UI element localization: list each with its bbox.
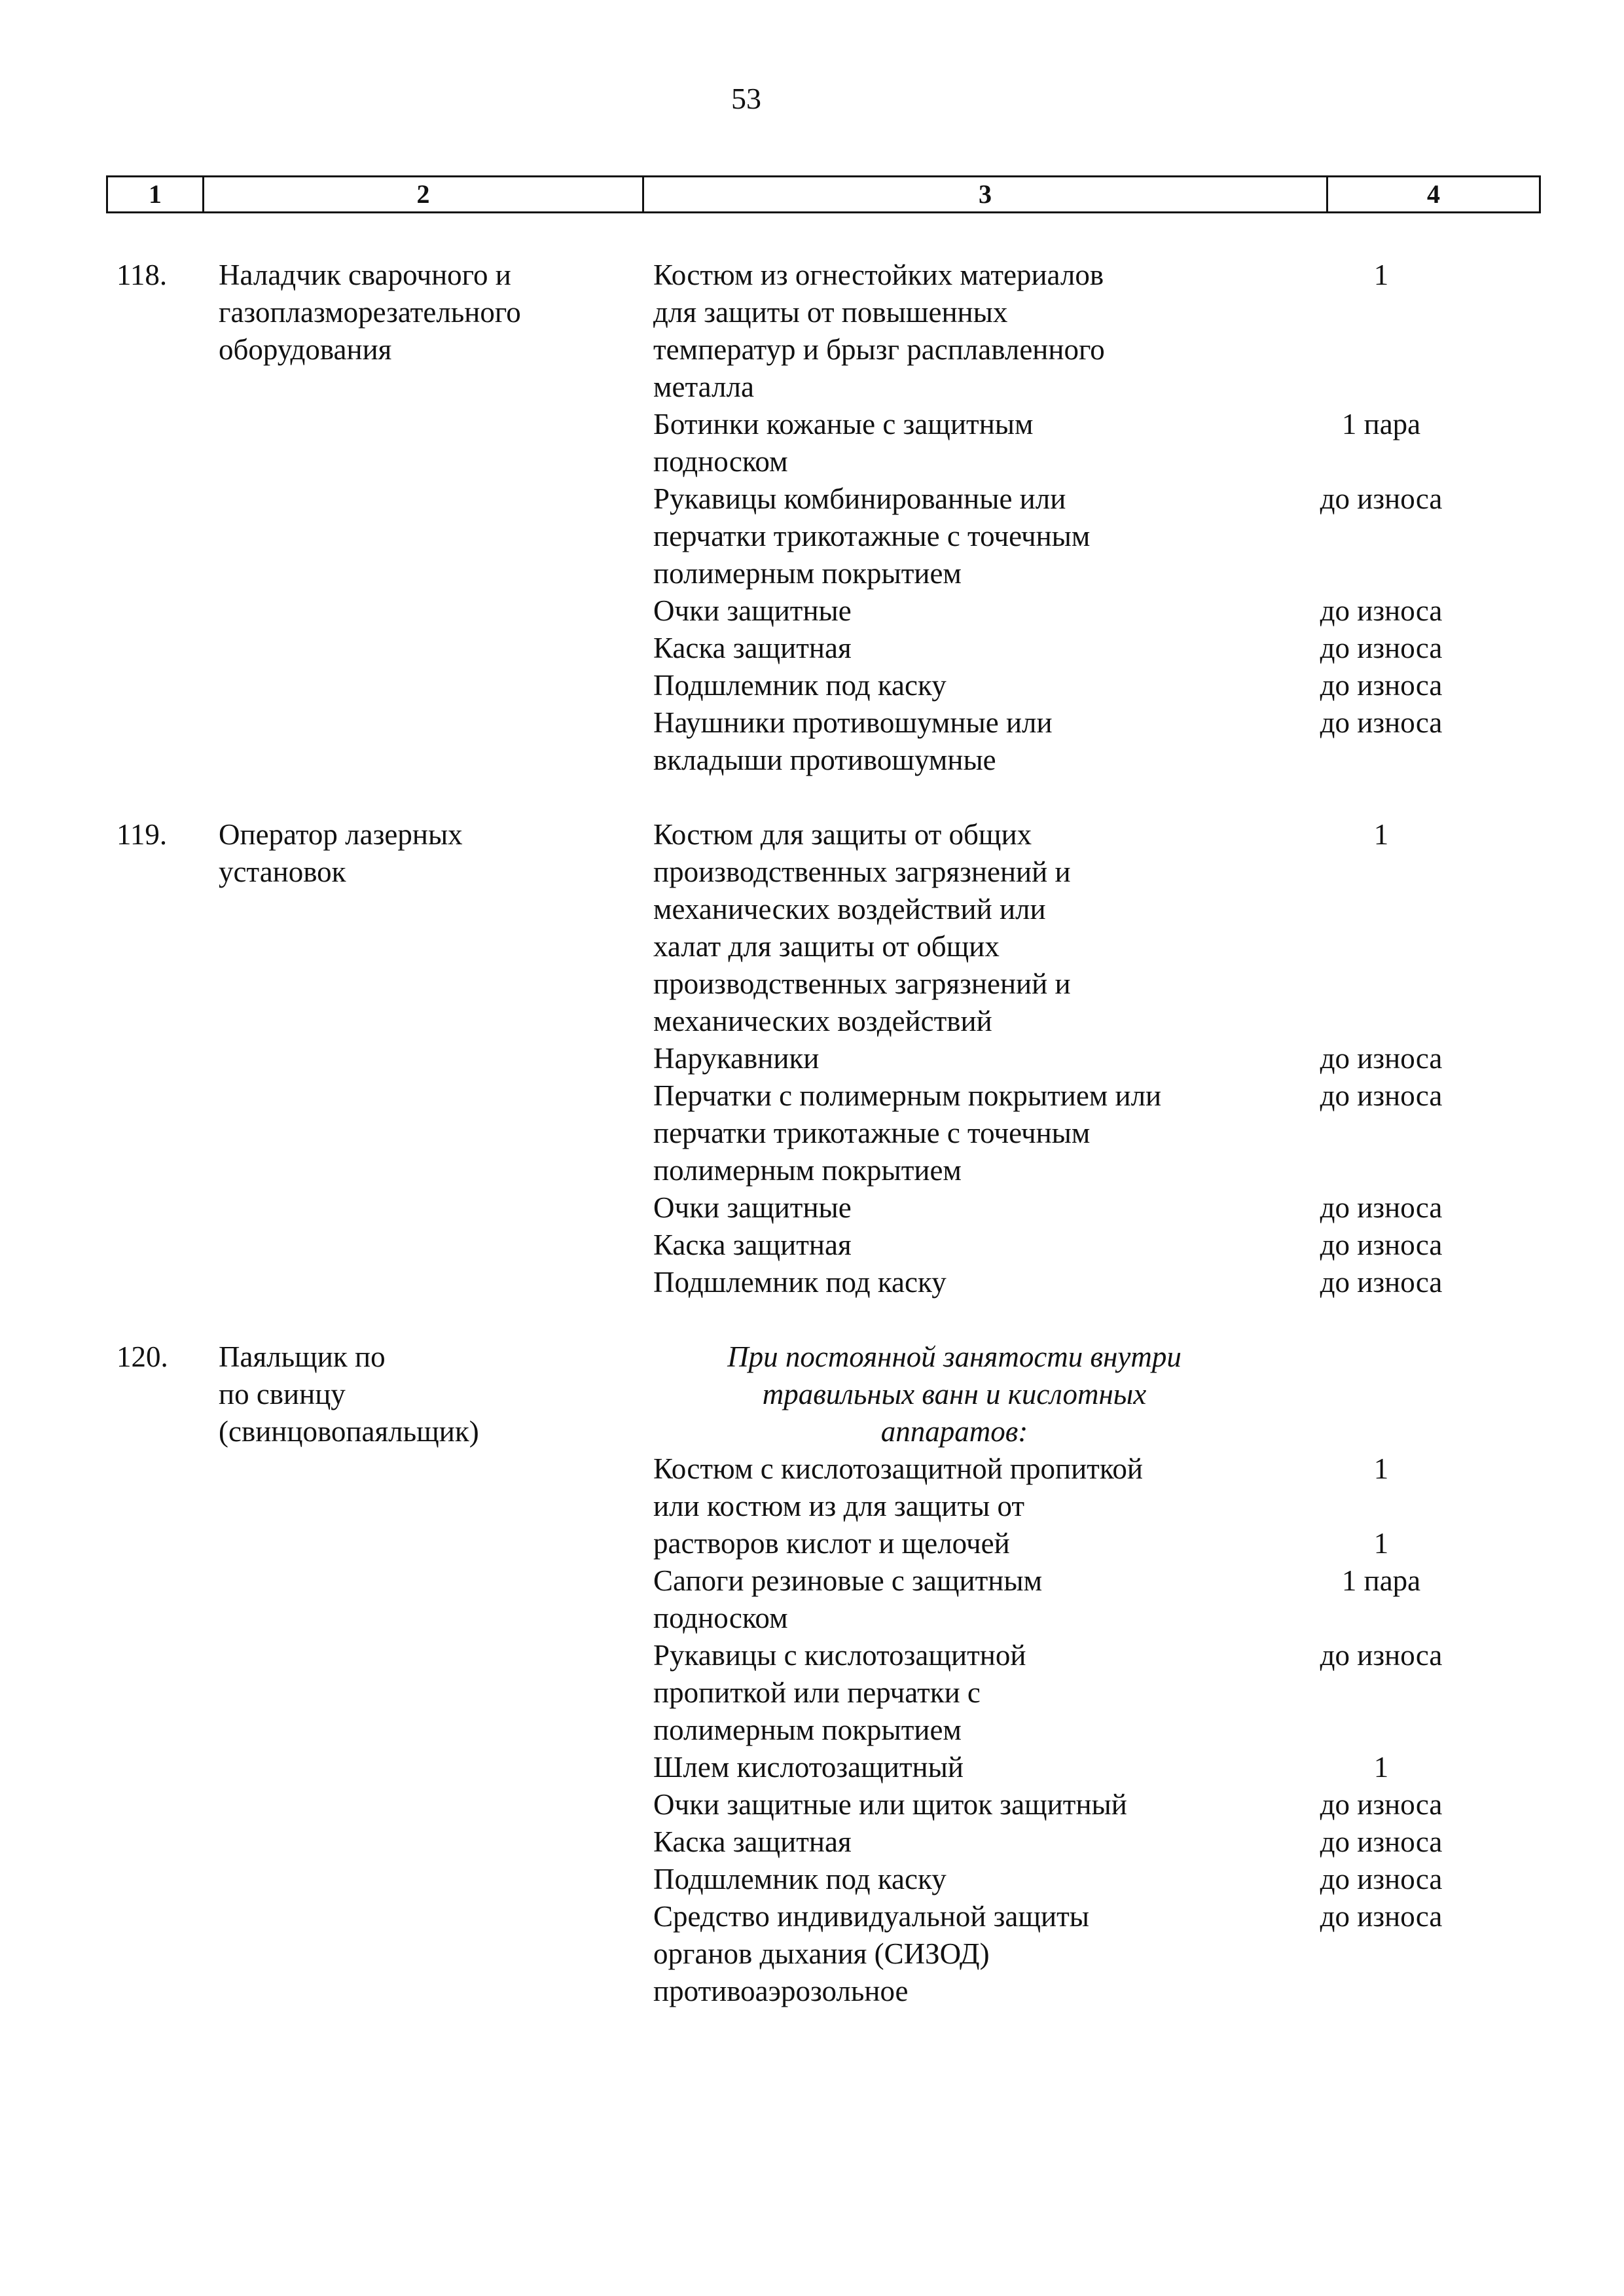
ppe-item-name [653, 480, 1255, 592]
quantity-line: до износа [1320, 1042, 1443, 1075]
ppe-item-quantity [1255, 592, 1507, 630]
occupation-line: газоплазморезательного [219, 296, 521, 329]
ppe-item-line: Рукавицы с кислотозащитной [653, 1639, 1026, 1672]
quantity-line: 1 пара [1341, 1564, 1421, 1597]
ppe-item-line: Каска защитная [653, 1825, 852, 1858]
ppe-item-name [653, 704, 1255, 779]
quantity-line: до износа [1320, 1639, 1443, 1672]
ppe-item-line: Костюм для защиты от общих [653, 818, 1032, 851]
ppe-item-quantity [1255, 1861, 1507, 1898]
ppe-item-quantity [1255, 406, 1507, 480]
ppe-item-quantity [1255, 667, 1507, 704]
ppe-item-line: механических воздействий [653, 1005, 992, 1037]
ppe-item-line: перчатки трикотажные с точечным [653, 520, 1091, 552]
list-item [653, 1264, 1557, 1301]
ppe-item-line: вкладыши противошумные [653, 744, 996, 776]
ppe-item-line: температур и брызг расплавленного [653, 333, 1105, 366]
list-item [653, 1861, 1557, 1898]
list-item [653, 1450, 1557, 1562]
ppe-item-line: Рукавицы комбинированные или [653, 482, 1066, 515]
quantity-line: 1 [1373, 1751, 1389, 1784]
list-item [653, 1227, 1557, 1264]
ppe-item-line: Шлем кислотозащитный [653, 1751, 964, 1784]
quantity-line: до износа [1320, 1079, 1443, 1112]
occupation-line: Оператор лазерных [219, 818, 463, 851]
table-row [0, 257, 1624, 779]
quantity-line: до износа [1320, 706, 1443, 739]
ppe-item-line: Перчатки с полимерным покрытием или [653, 1079, 1162, 1112]
ppe-item-quantity [1255, 1898, 1507, 2010]
header-col-2: 2 [204, 177, 644, 211]
ppe-item-line: механических воздействий или [653, 893, 1046, 925]
ppe-item-line: полимерным покрытием [653, 557, 962, 590]
occupation-line: Наладчик сварочного и [219, 259, 511, 291]
ppe-item-name [653, 1637, 1255, 1749]
quantity-line: до износа [1320, 632, 1443, 664]
occupation-name [219, 816, 638, 891]
ppe-item-line: органов дыхания (СИЗОД) [653, 1937, 990, 1970]
list-item [653, 1040, 1557, 1077]
list-item [653, 1077, 1557, 1189]
ppe-item-quantity [1255, 257, 1507, 406]
ppe-item-name [653, 406, 1255, 480]
list-item [653, 1189, 1557, 1227]
ppe-item-line: Нарукавники [653, 1042, 820, 1075]
quantity-line: до износа [1320, 1191, 1443, 1224]
quantity-line: 1 [1373, 1452, 1389, 1485]
ppe-item-quantity [1255, 1749, 1507, 1786]
ppe-item-quantity [1255, 1450, 1507, 1562]
ppe-item-name [653, 1264, 1255, 1301]
ppe-item-line: производственных загрязнений и [653, 967, 1071, 1000]
ppe-list [653, 1338, 1557, 2010]
header-col-4: 4 [1427, 179, 1440, 209]
quantity-line: до износа [1320, 594, 1443, 627]
ppe-item-quantity [1255, 1637, 1507, 1749]
ppe-item-name [653, 1040, 1255, 1077]
table-row [0, 816, 1624, 1301]
ppe-item-name [653, 1749, 1255, 1786]
ppe-item-name [653, 1861, 1255, 1898]
quantity-line: 1 [1373, 1527, 1389, 1560]
ppe-item-line: пропиткой или перчатки с [653, 1676, 981, 1709]
list-item [653, 1823, 1557, 1861]
list-item [653, 630, 1557, 667]
quantity-line: 1 [1373, 818, 1389, 851]
ppe-item-name [653, 1227, 1255, 1264]
quantity-line: до износа [1320, 1825, 1443, 1858]
ppe-item-name [653, 592, 1255, 630]
condition-line: травильных ванн и кислотных [762, 1378, 1147, 1410]
ppe-item-line: Наушники противошумные или [653, 706, 1053, 739]
ppe-item-line: растворов кислот и щелочей [653, 1527, 1010, 1560]
ppe-item-quantity [1255, 1040, 1507, 1077]
ppe-item-name [653, 630, 1255, 667]
header-col-1: 1 [108, 177, 204, 211]
ppe-item-name [653, 1823, 1255, 1861]
occupation-line: по свинцу [219, 1378, 346, 1410]
condition-line: При постоянной занятости внутри [727, 1340, 1182, 1373]
ppe-item-quantity [1255, 1227, 1507, 1264]
quantity-line: до износа [1320, 1900, 1443, 1933]
list-item [653, 816, 1557, 1040]
ppe-item-line: Подшлемник под каску [653, 1266, 947, 1299]
ppe-item-line: Каска защитная [653, 1229, 852, 1261]
ppe-item-line: халат для защиты от общих [653, 930, 1000, 963]
condition-note [653, 1338, 1255, 1450]
ppe-item-name [653, 1786, 1255, 1823]
list-item [653, 480, 1557, 592]
ppe-item-line: Костюм с кислотозащитной пропиткой [653, 1452, 1143, 1485]
occupation-line: установок [219, 855, 346, 888]
ppe-item-line: или костюм из для защиты от [653, 1490, 1025, 1522]
quantity-line [1255, 1488, 1507, 1525]
quantity-line: 1 [1373, 259, 1389, 291]
ppe-list [653, 257, 1557, 779]
entry-number: 120. [117, 1340, 168, 1373]
ppe-item-line: Каска защитная [653, 632, 852, 664]
ppe-item-quantity [1255, 480, 1507, 592]
ppe-item-quantity [1255, 1189, 1507, 1227]
ppe-item-line: для защиты от повышенных [653, 296, 1008, 329]
ppe-item-name [653, 667, 1255, 704]
page-number: 53 [731, 82, 761, 115]
ppe-item-line: Очки защитные [653, 1191, 852, 1224]
ppe-item-line: противоаэрозольное [653, 1975, 909, 2007]
occupation-name [219, 257, 638, 368]
occupation-line: Паяльщик по [219, 1340, 386, 1373]
quantity-line: до износа [1320, 1266, 1443, 1299]
ppe-item-line: подноском [653, 445, 788, 478]
ppe-item-line: Сапоги резиновые с защитным [653, 1564, 1043, 1597]
quantity-line: до износа [1320, 1863, 1443, 1895]
list-item [653, 406, 1557, 480]
quantity-line: 1 пара [1341, 408, 1421, 440]
ppe-item-name [653, 1189, 1255, 1227]
ppe-item-line: полимерным покрытием [653, 1154, 962, 1187]
ppe-item-quantity [1255, 1562, 1507, 1637]
ppe-item-quantity [1255, 1823, 1507, 1861]
occupation-line: (свинцовопаяльщик) [219, 1415, 479, 1448]
ppe-item-quantity [1255, 816, 1507, 1040]
ppe-item-line: перчатки трикотажные с точечным [653, 1117, 1091, 1149]
ppe-item-name [653, 1562, 1255, 1637]
quantity-line: до износа [1320, 482, 1443, 515]
ppe-item-line: Очки защитные [653, 594, 852, 627]
ppe-item-line: Средство индивидуальной защиты [653, 1900, 1090, 1933]
ppe-item-line: металла [653, 370, 754, 403]
ppe-item-quantity [1255, 1786, 1507, 1823]
list-item [653, 1749, 1557, 1786]
list-item [653, 1562, 1557, 1637]
list-item [653, 1637, 1557, 1749]
ppe-item-line: Ботинки кожаные с защитным [653, 408, 1034, 440]
quantity-line: до износа [1320, 1788, 1443, 1821]
header-col-3: 3 [644, 177, 1328, 211]
entry-number: 119. [117, 818, 168, 851]
occupation-name [219, 1338, 638, 1450]
list-item [653, 257, 1557, 406]
ppe-item-name [653, 1077, 1255, 1189]
table-header [106, 175, 1541, 213]
ppe-item-name [653, 1898, 1255, 2010]
quantity-line: до износа [1320, 669, 1443, 702]
ppe-item-name [653, 816, 1255, 1040]
ppe-item-line: Очки защитные или щиток защитный [653, 1788, 1127, 1821]
quantity-line: до износа [1320, 1229, 1443, 1261]
list-item [653, 592, 1557, 630]
table-body [0, 257, 1624, 2047]
ppe-item-line: подноском [653, 1602, 788, 1634]
table-row [0, 1338, 1624, 2010]
ppe-item-name [653, 257, 1255, 406]
occupation-line: оборудования [219, 333, 392, 366]
ppe-item-line: Костюм из огнестойких материалов [653, 259, 1104, 291]
ppe-item-quantity [1255, 704, 1507, 779]
ppe-item-line: полимерным покрытием [653, 1713, 962, 1746]
ppe-item-line: Подшлемник под каску [653, 1863, 947, 1895]
list-item [653, 1898, 1557, 2010]
condition-line: аппаратов: [880, 1415, 1028, 1448]
list-item [653, 667, 1557, 704]
ppe-item-name [653, 1450, 1255, 1562]
ppe-list [653, 816, 1557, 1301]
list-item [653, 704, 1557, 779]
ppe-item-quantity [1255, 630, 1507, 667]
ppe-item-line: производственных загрязнений и [653, 855, 1071, 888]
entry-number: 118. [117, 259, 168, 291]
list-item [653, 1786, 1557, 1823]
ppe-item-quantity [1255, 1077, 1507, 1189]
ppe-item-quantity [1255, 1264, 1507, 1301]
ppe-item-line: Подшлемник под каску [653, 669, 947, 702]
